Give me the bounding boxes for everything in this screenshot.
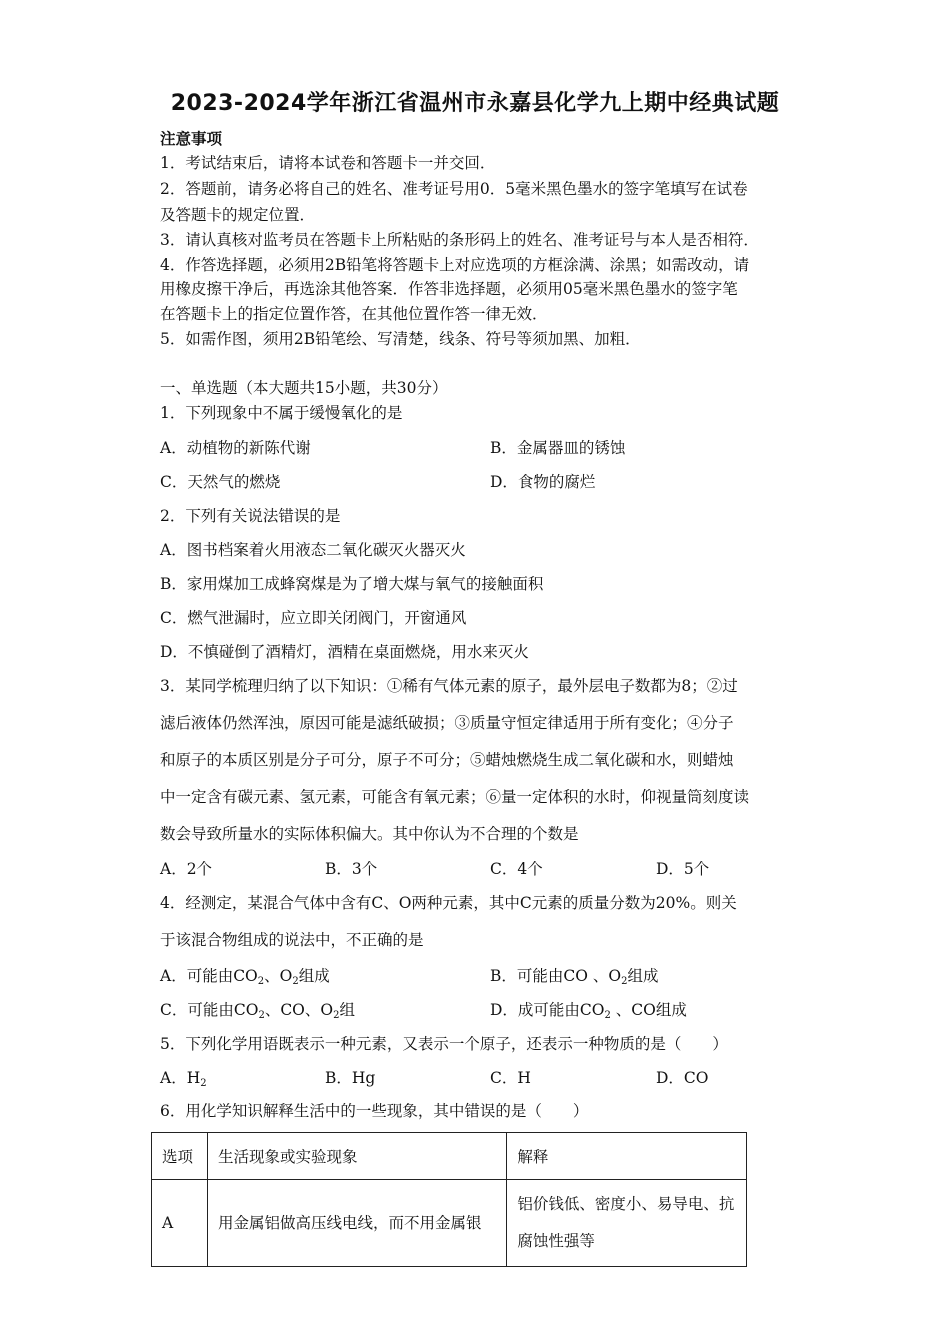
notice-line: 在答题卡上的指定位置作答，在其他位置作答一律无效． — [160, 305, 548, 323]
option-a: A．$H_2$ — [160, 1069, 207, 1089]
option-a: A．可能由$CO_2$、$O_2$组成 — [160, 967, 330, 987]
table-row — [152, 1180, 747, 1267]
option-d: D．5个 — [656, 860, 710, 878]
option-b: B．Hg — [325, 1069, 376, 1087]
option-c: C．天然气的燃烧 — [160, 473, 281, 491]
notice-line: 用橡皮擦干净后，再选涂其他答案．作答非选择题，必须用05毫米黑色墨水的签字笔 — [160, 280, 738, 298]
option-d: D．不慎碰倒了酒精灯，酒精在桌面燃烧，用水来灭火 — [160, 643, 529, 661]
table-header-cell: 解释 — [507, 1133, 747, 1180]
table-header-cell: 选项 — [152, 1133, 208, 1180]
option-a: A．动植物的新陈代谢 — [160, 439, 311, 457]
option-b: B．3个 — [325, 860, 378, 878]
question-stem-line: 数会导致所量水的实际体积偏大。其中你认为不合理的个数是 — [160, 825, 579, 843]
notice-line: 1．考试结束后，请将本试卷和答题卡一并交回． — [160, 154, 496, 172]
question-stem-line: 3．某同学梳理归纳了以下知识：①稀有气体元素的原子，最外层电子数都为8；②过 — [160, 677, 738, 695]
question-stem: 1．下列现象中不属于缓慢氧化的是 — [160, 404, 403, 422]
option-c: C．燃气泄漏时，应立即关闭阀门，开窗通风 — [160, 609, 467, 627]
option-c: C．4个 — [490, 860, 543, 878]
section-heading: 一、单选题（本大题共15小题，共30分） — [160, 379, 448, 397]
explanation-table — [151, 1132, 747, 1267]
table-cell: A — [152, 1180, 208, 1267]
question-stem: 6．用化学知识解释生活中的一些现象，其中错误的是（ ） — [160, 1102, 589, 1120]
notice-line: 及答题卡的规定位置． — [160, 206, 316, 224]
question-stem: 2．下列有关说法错误的是 — [160, 507, 341, 525]
question-stem-line: 中一定含有碳元素、氢元素，可能含有氧元素；⑥量一定体积的水时，仰视量筒刻度读 — [160, 788, 750, 806]
option-b: B．家用煤加工成蜂窝煤是为了增大煤与氧气的接触面积 — [160, 575, 544, 593]
question-stem-line: 4．经测定，某混合气体中含有C、O两种元素，其中C元素的质量分数为20%。则关 — [160, 894, 737, 912]
notice-heading: 注意事项 — [160, 129, 223, 148]
notice-line: 2．答题前，请务必将自己的姓名、准考证号用0．5毫米黑色墨水的签字笔填写在试卷 — [160, 180, 748, 198]
option-b: B．金属器皿的锈蚀 — [490, 439, 626, 457]
question-stem-line: 于该混合物组成的说法中，不正确的是 — [160, 931, 424, 949]
option-d: D．食物的腐烂 — [490, 473, 596, 491]
question-stem-line: 和原子的本质区别是分子可分，原子不可分；⑤蜡烛燃烧生成二氧化碳和水，则蜡烛 — [160, 751, 734, 769]
table-header-cell: 生活现象或实验现象 — [207, 1133, 506, 1180]
page-title: 2023-2024学年浙江省温州市永嘉县化学九上期中经典试题 — [170, 91, 780, 116]
option-c: C．H — [490, 1069, 531, 1087]
notice-line: 3．请认真核对监考员在答题卡上所粘贴的条形码上的姓名、准考证号与本人是否相符． — [160, 231, 759, 249]
table-cell: 铝价钱低、密度小、易导电、抗腐蚀性强等 — [507, 1180, 747, 1267]
option-d: D．CO — [656, 1069, 709, 1087]
option-b: B．可能由CO 、$O_2$组成 — [490, 967, 659, 987]
question-stem-line: 滤后液体仍然浑浊，原因可能是滤纸破损；③质量守恒定律适用于所有变化；④分子 — [160, 714, 734, 732]
option-d: D．成可能由$CO_2$ 、CO组成 — [490, 1001, 687, 1021]
option-a: A．2个 — [160, 860, 213, 878]
table-cell: 用金属铝做高压线电线，而不用金属银 — [207, 1180, 506, 1267]
option-a: A．图书档案着火用液态二氧化碳灭火器灭火 — [160, 541, 466, 559]
notice-line: 5．如需作图，须用2B铅笔绘、写清楚，线条、符号等须加黑、加粗． — [160, 330, 641, 348]
question-stem: 5．下列化学用语既表示一种元素，又表示一个原子，还表示一种物质的是（ ） — [160, 1035, 728, 1053]
notice-line: 4．作答选择题，必须用2B铅笔将答题卡上对应选项的方框涂满、涂黑；如需改动，请 — [160, 256, 750, 274]
option-c: C．可能由$CO_2$、CO、$O_2$组 — [160, 1001, 355, 1021]
table-header-row — [152, 1133, 747, 1180]
